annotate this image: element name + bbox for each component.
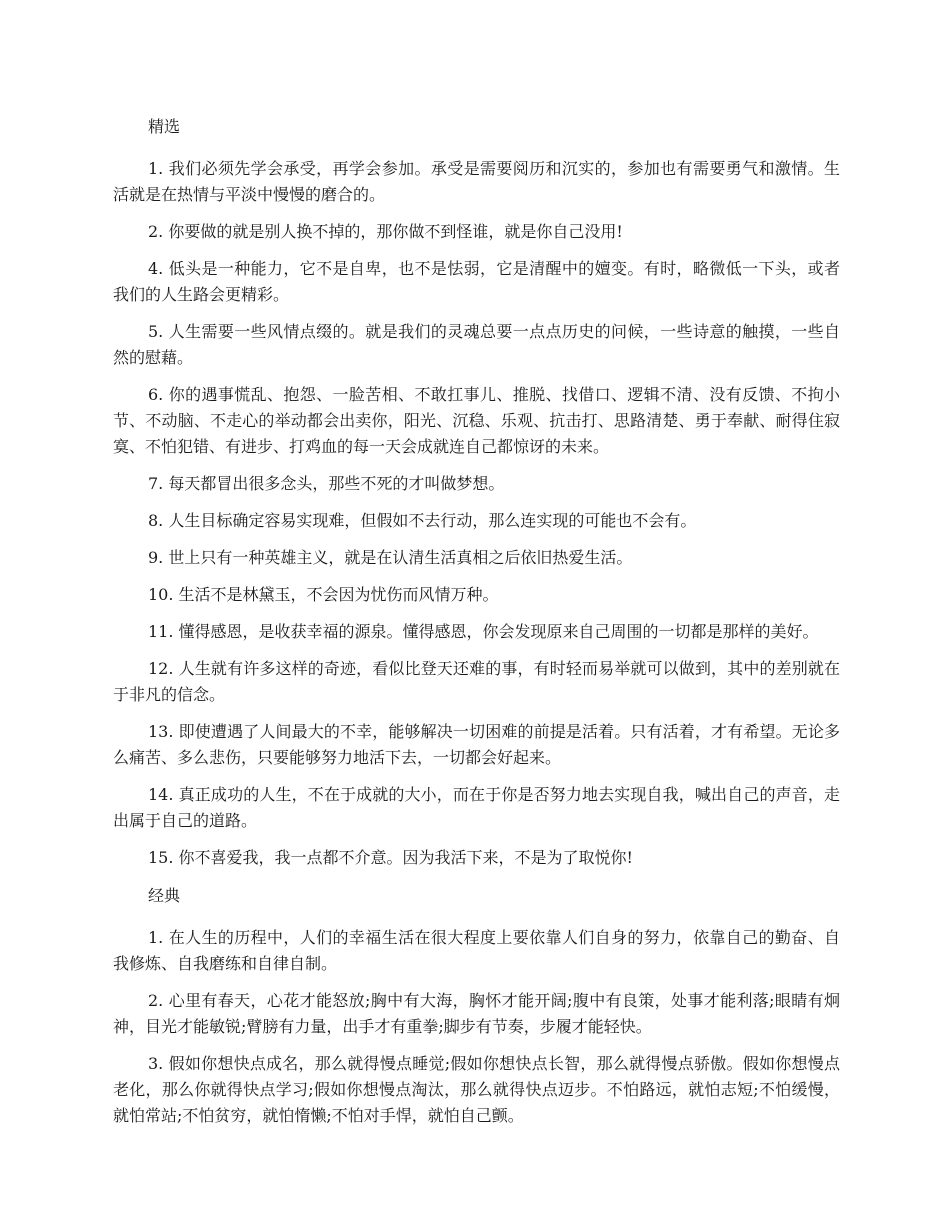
- section-heading: 精选: [148, 117, 181, 136]
- paragraph: 11. 懂得感恩，是收获幸福的源泉。懂得感恩，你会发现原来自己周围的一切都是那样的美好。: [148, 622, 819, 641]
- paragraph: 13. 即使遭遇了人间最大的不幸，能够解决一切困难的前提是活着。只有活着，才有希望。无论多么痛苦、多么悲伤，只要能够努力地活下去，一切都会好起来。: [113, 722, 840, 767]
- paragraph: 14. 真正成功的人生，不在于成就的大小，而在于你是否努力地去实现自我，喊出自己的声音，走出属于自己的道路。: [113, 785, 840, 830]
- paragraph: 1. 在人生的历程中，人们的幸福生活在很大程度上要依靠人们自身的努力，依靠自己的勤奋、自我修炼、自我磨练和自律自制。: [113, 928, 840, 973]
- paragraph: 1. 我们必须先学会承受，再学会参加。承受是需要阅历和沉实的，参加也有需要勇气和激情。生活就是在热情与平淡中慢慢的磨合的。: [113, 159, 840, 204]
- section-jingdian: [113, 882, 840, 1129]
- paragraph: 6. 你的遇事慌乱、抱怨、一脸苦相、不敢扛事儿、推脱、找借口、逻辑不清、没有反馈、不拘小节、不动脑、不走心的举动都会出卖你，阳光、沉稳、乐观、抗击打、思路清楚、勇于奉献、耐得住寂寞、不怕犯错、有进步、打鸡血的每一天会成就连自己都惊讶的未来。: [113, 385, 840, 456]
- section-heading: 经典: [148, 886, 181, 905]
- paragraph: 10. 生活不是林黛玉，不会因为忧伤而风情万种。: [148, 585, 499, 604]
- paragraph: 8. 人生目标确定容易实现难，但假如不去行动，那么连实现的可能也不会有。: [148, 511, 697, 530]
- paragraph: 9. 世上只有一种英雄主义，就是在认清生活真相之后依旧热爱生活。: [148, 548, 633, 567]
- paragraph: 2. 心里有春天，心花才能怒放;胸中有大海，胸怀才能开阔;腹中有良策，处事才能利落;眼睛有炯神，目光才能敏锐;臂膀有力量，出手才有重拳;脚步有节奏，步履才能轻快。: [113, 991, 840, 1036]
- paragraph: 5. 人生需要一些风情点缀的。就是我们的灵魂总要一点点历史的问候，一些诗意的触摸，一些自然的慰藉。: [113, 322, 840, 367]
- paragraph: 12. 人生就有许多这样的奇迹，看似比登天还难的事，有时轻而易举就可以做到，其中的差别就在于非凡的信念。: [113, 659, 840, 704]
- section-jingxuan: [113, 113, 840, 871]
- paragraph: 2. 你要做的就是别人换不掉的，那你做不到怪谁，就是你自己没用!: [148, 222, 623, 241]
- paragraph: 7. 每天都冒出很多念头，那些不死的才叫做梦想。: [148, 474, 505, 493]
- paragraph: 15. 你不喜爱我，我一点都不介意。因为我活下来，不是为了取悦你!: [148, 848, 633, 867]
- document-page: [113, 113, 840, 1140]
- paragraph: 3. 假如你想快点成名，那么就得慢点睡觉;假如你想快点长智，那么就得慢点骄傲。假如你想慢点老化，那么你就得快点学习;假如你想慢点淘汰，那么就得快点迈步。不怕路远，就怕志短;不怕缓慢，就怕常站;不怕贫穷，就怕惰懒;不怕对手悍，就怕自己颤。: [113, 1054, 840, 1125]
- paragraph: 4. 低头是一种能力，它不是自卑，也不是怯弱，它是清醒中的嬗变。有时，略微低一下头，或者我们的人生路会更精彩。: [113, 259, 840, 304]
